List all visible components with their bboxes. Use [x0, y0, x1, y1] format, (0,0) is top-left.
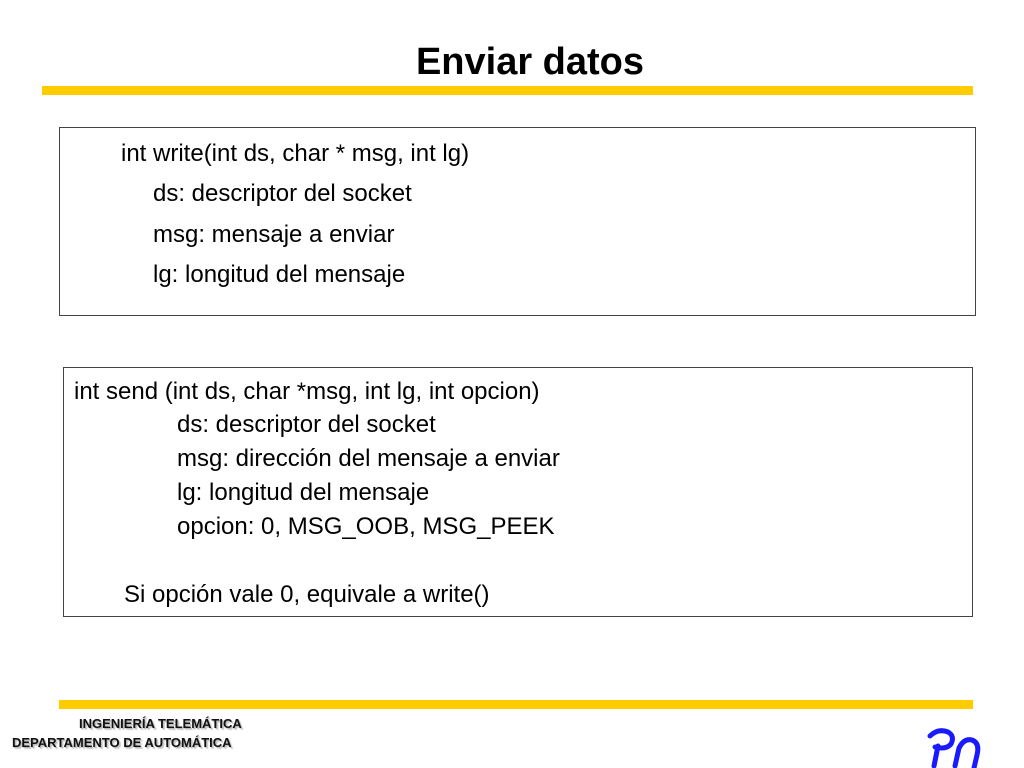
- slide-title: Enviar datos: [415, 41, 645, 83]
- send-param-msg: msg: dirección del mensaje a enviar: [177, 445, 560, 472]
- write-param-lg: lg: longitud del mensaje: [153, 261, 406, 288]
- send-param-opcion: opcion: 0, MSG_OOB, MSG_PEEK: [177, 513, 555, 540]
- department-logo-icon: [924, 722, 994, 768]
- send-note: Si opción vale 0, equivale a write(): [124, 581, 490, 608]
- title-underline-rule: [42, 86, 973, 95]
- write-param-msg: msg: mensaje a enviar: [153, 221, 395, 248]
- write-signature: int write(int ds, char * msg, int lg): [121, 140, 470, 167]
- send-signature: int send (int ds, char *msg, int lg, int opcion): [74, 378, 540, 405]
- footer-line-departamento: DEPARTAMENTO DE AUTOMÁTICA: [12, 735, 232, 750]
- footer-rule: [59, 700, 973, 709]
- write-param-ds: ds: descriptor del socket: [153, 180, 412, 207]
- send-param-lg: lg: longitud del mensaje: [177, 479, 430, 506]
- send-param-ds: ds: descriptor del socket: [177, 411, 436, 438]
- footer-line-ingenieria: INGENIERÍA TELEMÁTICA: [79, 716, 242, 731]
